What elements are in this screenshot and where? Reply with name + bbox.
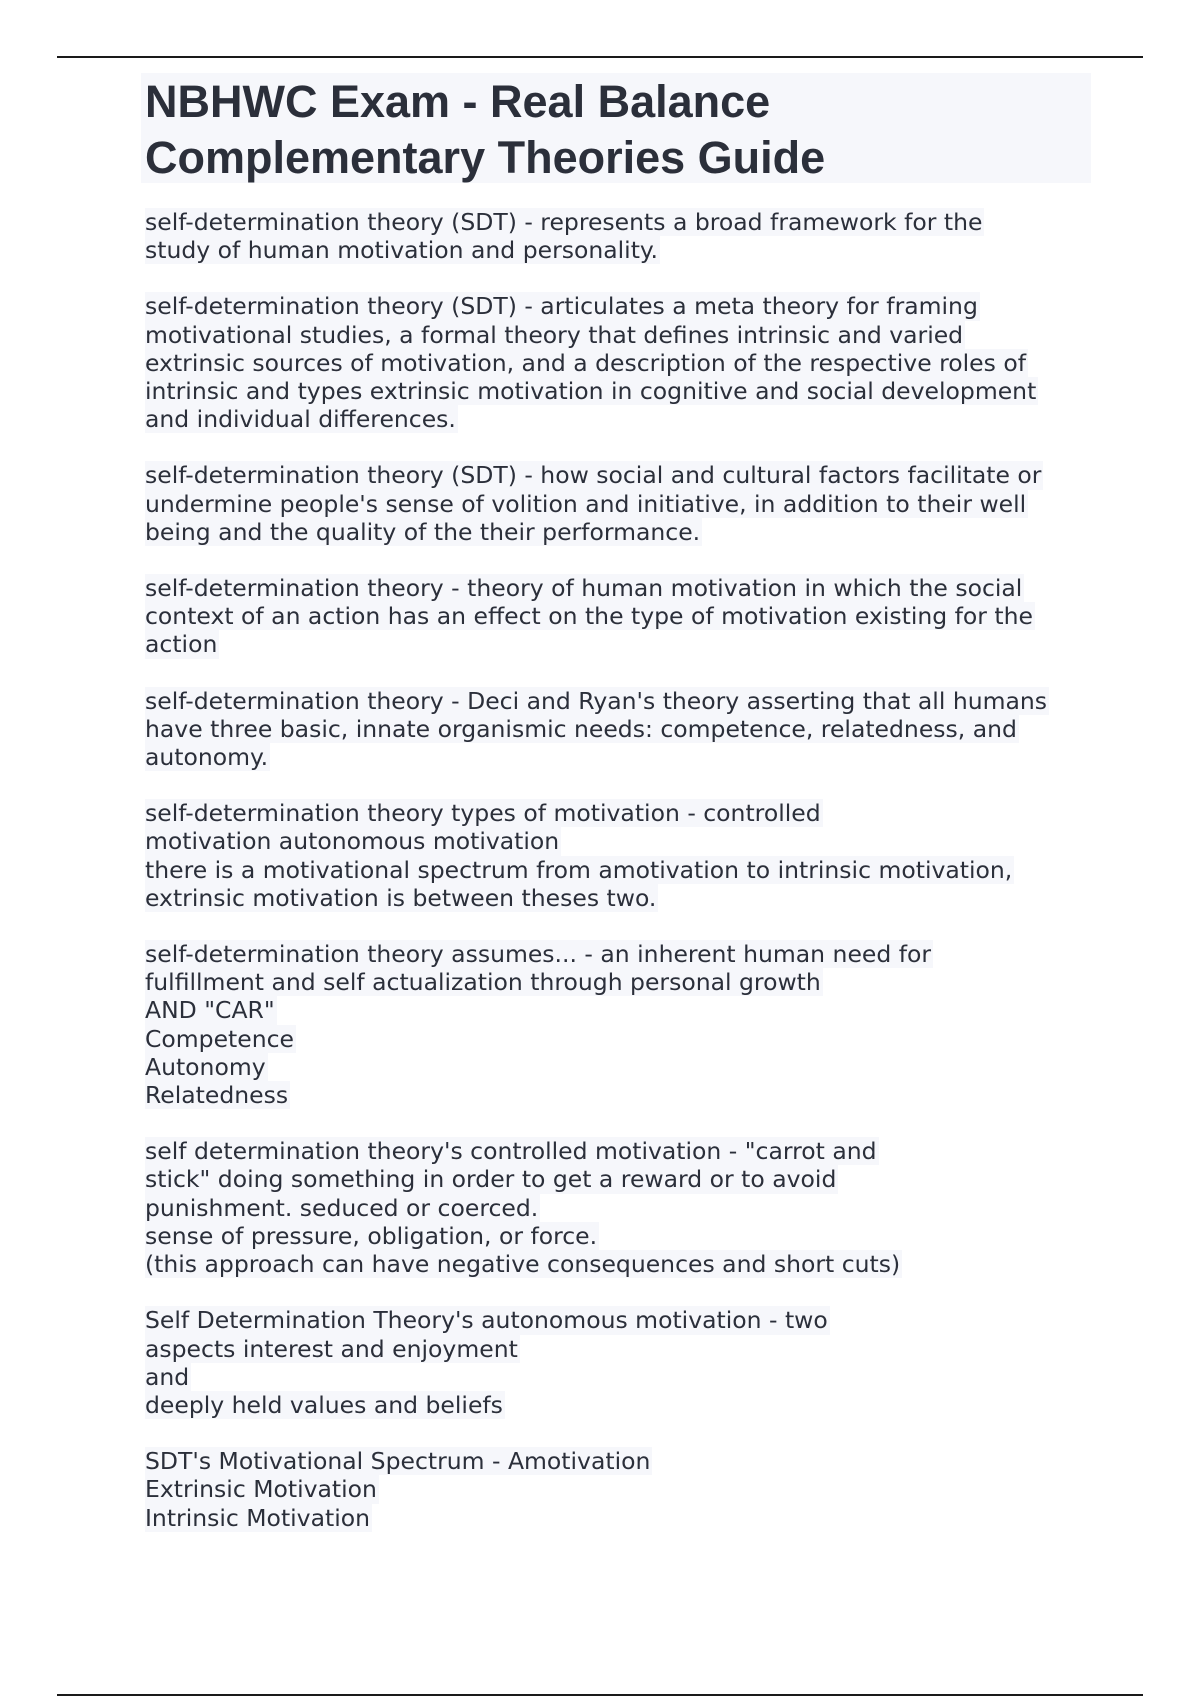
- entry: [145, 1306, 1105, 1419]
- entry: [145, 687, 1105, 772]
- entry: [145, 461, 1105, 546]
- entry-line: fulfillment and self actualization through personal growth: [145, 968, 821, 997]
- entry-line: study of human motivation and personality.: [145, 236, 658, 265]
- entry: [145, 292, 1105, 433]
- entry-line: Competence: [145, 1024, 294, 1053]
- entry-line: self-determination theory (SDT) - articulates a meta theory for framing: [145, 292, 978, 321]
- document-title: [145, 74, 825, 186]
- title-line: NBHWC Exam - Real Balance: [145, 76, 771, 127]
- entry-line: (this approach can have negative consequences and short cuts): [145, 1250, 901, 1279]
- entry-line: have three basic, innate organismic needs: competence, relatedness, and: [145, 714, 1017, 743]
- document-body: [145, 208, 1105, 1560]
- entry-line: self-determination theory types of motivation - controlled: [145, 799, 821, 828]
- entry: [145, 1137, 1105, 1278]
- entry-line: and: [145, 1362, 190, 1391]
- entry-line: undermine people's sense of volition and initiative, in addition to their well: [145, 489, 1027, 518]
- top-rule: [57, 56, 1143, 58]
- entry-line: autonomy.: [145, 743, 269, 772]
- title-line: Complementary Theories Guide: [145, 132, 826, 183]
- entry: [145, 799, 1105, 912]
- entry-line: there is a motivational spectrum from amotivation to intrinsic motivation,: [145, 855, 1013, 884]
- entry-line: motivation autonomous motivation: [145, 827, 560, 856]
- entry-line: Relatedness: [145, 1081, 289, 1110]
- entry: [145, 574, 1105, 659]
- entry-line: sense of pressure, obligation, or force.: [145, 1221, 598, 1250]
- entry-line: motivational studies, a formal theory that defines intrinsic and varied: [145, 320, 964, 349]
- entry-line: AND "CAR": [145, 996, 275, 1025]
- entry-line: deeply held values and beliefs: [145, 1390, 503, 1419]
- entry-line: context of an action has an effect on the type of motivation existing for the: [145, 602, 1033, 631]
- entry-line: intrinsic and types extrinsic motivation in cognitive and social development: [145, 377, 1037, 406]
- entry-line: aspects interest and enjoyment: [145, 1334, 518, 1363]
- entry: [145, 208, 1105, 264]
- entry-line: self-determination theory - Deci and Ryan's theory asserting that all humans: [145, 686, 1048, 715]
- entry-line: Intrinsic Motivation: [145, 1503, 371, 1532]
- entry-line: extrinsic motivation is between theses two.: [145, 883, 657, 912]
- bottom-rule: [57, 1694, 1143, 1696]
- entry: [145, 940, 1105, 1109]
- entry-line: punishment. seduced or coerced.: [145, 1193, 539, 1222]
- entry-line: self-determination theory - theory of human motivation in which the social: [145, 574, 1023, 603]
- entry-line: self-determination theory (SDT) - how social and cultural factors facilitate or: [145, 461, 1042, 490]
- entry-line: SDT's Motivational Spectrum - Amotivation: [145, 1447, 651, 1476]
- entry-line: Extrinsic Motivation: [145, 1475, 377, 1504]
- entry: [145, 1447, 1105, 1532]
- entry-line: Self Determination Theory's autonomous motivation - two: [145, 1306, 828, 1335]
- entry-line: action: [145, 630, 218, 659]
- entry-line: self-determination theory assumes... - an inherent human need for: [145, 940, 932, 969]
- entry-line: Autonomy: [145, 1052, 266, 1081]
- entry-line: self determination theory's controlled motivation - "carrot and: [145, 1137, 877, 1166]
- entry-line: extrinsic sources of motivation, and a description of the respective roles of: [145, 348, 1026, 377]
- entry-line: stick" doing something in order to get a reward or to avoid: [145, 1165, 837, 1194]
- entry-line: and individual differences.: [145, 405, 456, 434]
- entry-line: being and the quality of the their performance.: [145, 517, 701, 546]
- entry-line: self-determination theory (SDT) - represents a broad framework for the: [145, 208, 983, 236]
